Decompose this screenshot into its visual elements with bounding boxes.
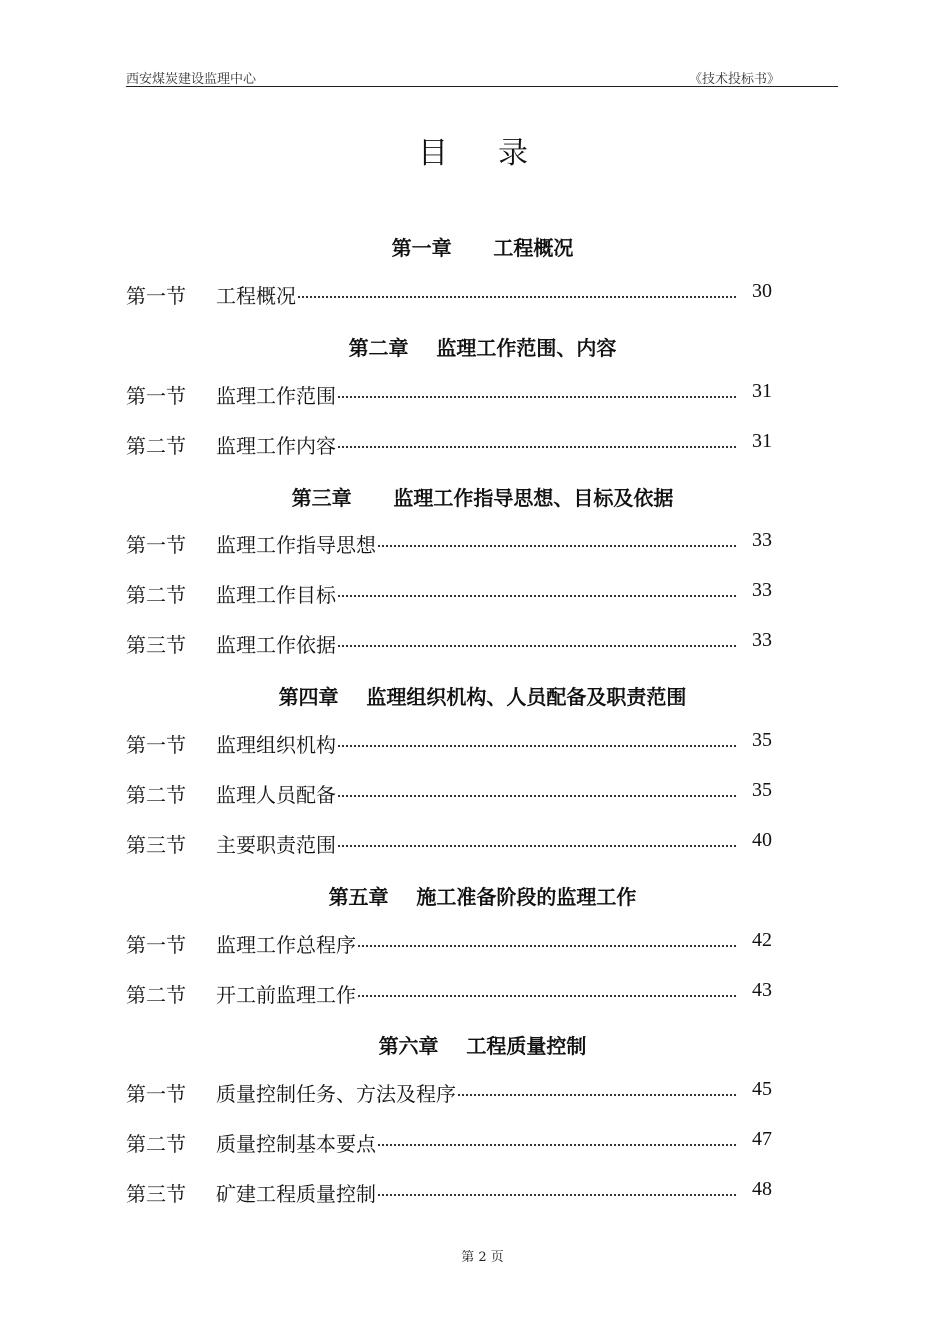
toc-page-number: 45 (752, 1078, 772, 1100)
toc-chapter-heading[interactable]: 第五章 施工准备阶段的监理工作 (328, 885, 637, 909)
toc-section-entry[interactable] (126, 529, 776, 557)
toc-page-number: 33 (752, 579, 772, 601)
toc-chapter-heading[interactable]: 第二章 监理工作范围、内容 (348, 336, 617, 360)
toc-dot-leader (338, 595, 736, 597)
toc-section-number: 第二节 (126, 1132, 186, 1156)
toc-section-title: 主要职责范围 (216, 833, 336, 857)
toc-section-title: 监理人员配备 (216, 783, 336, 807)
toc-dot-leader (338, 446, 736, 448)
toc-page-number: 35 (752, 729, 772, 751)
toc-page-number: 48 (752, 1178, 772, 1200)
toc-section-title: 监理组织机构 (216, 733, 336, 757)
toc-section-entry[interactable] (126, 380, 776, 408)
toc-chapter-heading[interactable]: 第一章 工程概况 (391, 236, 574, 260)
toc-dot-leader (358, 995, 736, 997)
toc-page-number: 40 (752, 829, 772, 851)
toc-chapter-heading[interactable]: 第四章 监理组织机构、人员配备及职责范围 (278, 685, 687, 709)
toc-section-number: 第二节 (126, 983, 186, 1007)
toc-section-title: 监理工作目标 (216, 583, 336, 607)
toc-section-entry[interactable] (126, 1078, 776, 1106)
toc-section-entry[interactable] (126, 979, 776, 1007)
toc-page-number: 33 (752, 629, 772, 651)
toc-section-number: 第一节 (126, 533, 186, 557)
toc-dot-leader (378, 1144, 736, 1146)
toc-dot-leader (338, 396, 736, 398)
toc-dot-leader (458, 1094, 736, 1096)
toc-section-number: 第二节 (126, 434, 186, 458)
toc-section-number: 第二节 (126, 583, 186, 607)
toc-section-title: 监理工作依据 (216, 633, 336, 657)
toc-chapter-heading[interactable]: 第三章 监理工作指导思想、目标及依据 (291, 486, 674, 510)
toc-section-entry[interactable] (126, 929, 776, 957)
header-document-title: 《技术投标书》 (688, 72, 780, 87)
toc-section-title: 矿建工程质量控制 (216, 1182, 376, 1206)
toc-dot-leader (378, 1194, 736, 1196)
toc-page-number: 30 (752, 280, 772, 302)
toc-section-title: 质量控制任务、方法及程序 (216, 1082, 456, 1106)
toc-page-number: 43 (752, 979, 772, 1001)
toc-section-title: 工程概况 (216, 284, 296, 308)
toc-section-title: 监理工作指导思想 (216, 533, 376, 557)
page-number: 第 2 页 (461, 1250, 504, 1265)
toc-dot-leader (298, 296, 736, 298)
toc-section-entry[interactable] (126, 629, 776, 657)
header-organization: 西安煤炭建设监理中心 (126, 72, 257, 87)
toc-section-title: 监理工作内容 (216, 434, 336, 458)
toc-section-entry[interactable] (126, 1128, 776, 1156)
toc-section-entry[interactable] (126, 430, 776, 458)
toc-section-number: 第一节 (126, 733, 186, 757)
page-header (126, 66, 838, 87)
toc-dot-leader (378, 545, 736, 547)
toc-section-number: 第三节 (126, 633, 186, 657)
toc-page-number: 31 (752, 380, 772, 402)
toc-section-entry[interactable] (126, 779, 776, 807)
toc-page-number: 33 (752, 529, 772, 551)
toc-section-entry[interactable] (126, 1178, 776, 1206)
toc-page-number: 42 (752, 929, 772, 951)
toc-section-entry[interactable] (126, 579, 776, 607)
toc-section-entry[interactable] (126, 280, 776, 308)
toc-chapter-heading[interactable]: 第六章 工程质量控制 (378, 1034, 587, 1058)
toc-section-number: 第一节 (126, 933, 186, 957)
toc-dot-leader (338, 745, 736, 747)
toc-page-number: 47 (752, 1128, 772, 1150)
toc-title: 目录 (418, 136, 578, 171)
toc-dot-leader (358, 945, 736, 947)
toc-section-title: 监理工作总程序 (216, 933, 356, 957)
toc-dot-leader (338, 795, 736, 797)
toc-section-number: 第一节 (126, 284, 186, 308)
toc-section-number: 第一节 (126, 1082, 186, 1106)
toc-section-title: 质量控制基本要点 (216, 1132, 376, 1156)
toc-page-number: 31 (752, 430, 772, 452)
toc-page-number: 35 (752, 779, 772, 801)
toc-dot-leader (338, 645, 736, 647)
toc-dot-leader (338, 845, 736, 847)
toc-section-number: 第一节 (126, 384, 186, 408)
toc-section-title: 监理工作范围 (216, 384, 336, 408)
toc-section-entry[interactable] (126, 729, 776, 757)
toc-section-number: 第三节 (126, 1182, 186, 1206)
toc-section-entry[interactable] (126, 829, 776, 857)
toc-section-title: 开工前监理工作 (216, 983, 356, 1007)
toc-section-number: 第三节 (126, 833, 186, 857)
toc-section-number: 第二节 (126, 783, 186, 807)
